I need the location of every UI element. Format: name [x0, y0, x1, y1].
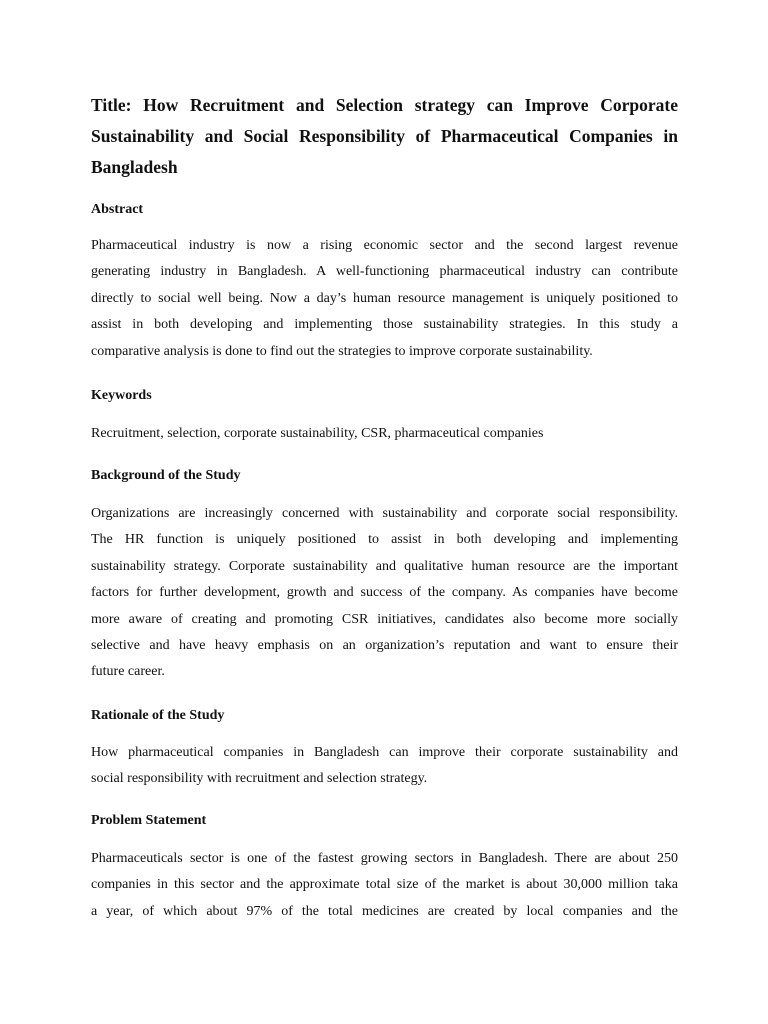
paragraph-line: directly to social well being. Now a day’s human resource management is uniquely positioned to	[91, 290, 678, 306]
paragraph-line: selective and have heavy emphasis on an organization’s reputation and want to ensure their	[91, 637, 678, 653]
paragraph-line: Pharmaceuticals sector is one of the fastest growing sectors in Bangladesh. There are about 250	[91, 851, 678, 866]
paragraph-line: future career.	[91, 664, 165, 680]
paragraph-line: Organizations are increasingly concerned with sustainability and corporate social responsibility.	[91, 506, 678, 521]
paragraph-line: assist in both developing and implementing those sustainability strategies. In this study a	[91, 317, 678, 333]
paragraph-line: a year, of which about 97% of the total medicines are created by local companies and the	[91, 903, 678, 919]
paragraph-line: The HR function is uniquely positioned to assist in both developing and implementing	[91, 532, 678, 548]
section-keywords-body	[91, 421, 678, 447]
section-heading: Abstract	[91, 202, 144, 217]
section-keywords	[91, 386, 678, 406]
section-rationale	[91, 706, 678, 726]
section-heading: Keywords	[91, 388, 152, 403]
paragraph-line: social responsibility with recruitment and selection strategy.	[91, 771, 428, 787]
section-rationale-body	[91, 740, 678, 793]
section-background	[91, 466, 678, 486]
section-abstract	[91, 200, 678, 220]
section-problem-statement	[91, 811, 678, 831]
paragraph-line: generating industry in Bangladesh. A well-functioning pharmaceutical industry can contribute	[91, 264, 678, 280]
paragraph-line: sustainability strategy. Corporate sustainability and qualitative human resource are the important	[91, 558, 678, 574]
paragraph-line: factors for further development, growth and success of the company. As companies have become	[91, 585, 678, 601]
paragraph-line: Pharmaceutical industry is now a rising economic sector and the second largest revenue	[91, 238, 678, 253]
document-title: Title: How Recruitment and Selection strategy can Improve Corporate Sustainability and Social Responsibility of Pharmaceutical Companies in Bangladesh	[91, 95, 678, 177]
section-heading: Rationale of the Study	[91, 708, 225, 723]
section-heading: Background of the Study	[91, 468, 241, 483]
paragraph-line: more aware of creating and promoting CSR initiatives, candidates also become more socially	[91, 611, 678, 627]
section-abstract-body	[91, 233, 678, 365]
paragraph-line: How pharmaceutical companies in Bangladesh can improve their corporate sustainability and	[91, 745, 678, 760]
section-heading: Problem Statement	[91, 813, 207, 828]
section-background-body	[91, 501, 678, 686]
paragraph-line: comparative analysis is done to find out the strategies to improve corporate sustainability.	[91, 343, 593, 359]
section-problem-statement-body	[91, 846, 678, 925]
paragraph-line: Recruitment, selection, corporate sustainability, CSR, pharmaceutical companies	[91, 426, 544, 441]
paragraph-line: companies in this sector and the approximate total size of the market is about 30,000 million taka	[91, 877, 678, 893]
